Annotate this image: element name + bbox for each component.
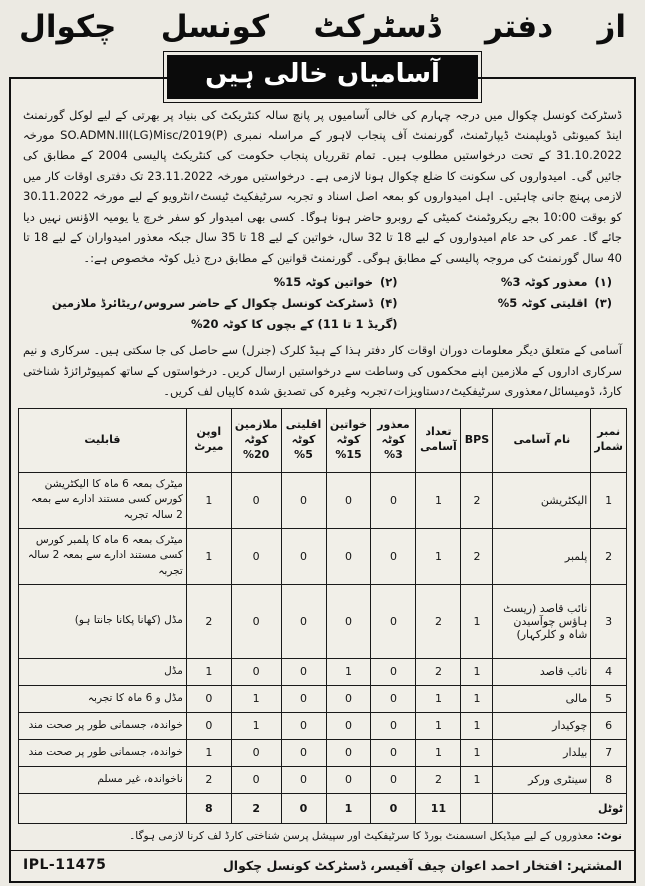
advertiser-signature: المشتہر: افتخار احمد اعوان چیف آفیسر، ڈسٹرکٹ کونسل چکوال xyxy=(222,857,622,873)
cell-employees: 1 xyxy=(231,712,281,739)
quota-item xyxy=(27,272,398,293)
cell-post: نائب قاصد xyxy=(493,658,591,685)
column-header-minority: اقلیتی کوٹہ 5% xyxy=(281,408,326,472)
cell-sr: 2 xyxy=(591,528,627,584)
cell-bps: 1 xyxy=(461,685,493,712)
column-header-disabled: معذور کوٹہ 3% xyxy=(371,408,416,472)
cell-women: 0 xyxy=(326,528,371,584)
cell-total: 1 xyxy=(416,712,461,739)
cell-minority: 0 xyxy=(281,658,326,685)
cell-total: 1 xyxy=(416,685,461,712)
cell-total: 1 xyxy=(416,472,461,528)
note-label: نوٹ: xyxy=(596,829,622,842)
cell-employees: 0 xyxy=(231,472,281,528)
total-cell-total: 11 xyxy=(416,793,461,823)
vacancy-row xyxy=(19,712,627,739)
cell-bps: 2 xyxy=(461,472,493,528)
cell-bps: 1 xyxy=(461,739,493,766)
vacancy-row xyxy=(19,658,627,685)
vacancy-row xyxy=(19,739,627,766)
vacancies-banner: آسامیاں خالی ہیں xyxy=(167,55,478,99)
cell-sr: 6 xyxy=(591,712,627,739)
cell-total: 2 xyxy=(416,658,461,685)
cell-employees: 0 xyxy=(231,739,281,766)
cell-post: بیلدار xyxy=(493,739,591,766)
cell-post: الیکٹریشن xyxy=(493,472,591,528)
cell-sr: 8 xyxy=(591,766,627,793)
cell-open: 1 xyxy=(186,658,231,685)
cell-minority: 0 xyxy=(281,584,326,658)
cell-post: چوکیدار xyxy=(493,712,591,739)
cell-women: 0 xyxy=(326,739,371,766)
cell-post: نائب قاصد (ریسٹ ہاؤس چوآسیدن شاہ و کلرکہار) xyxy=(493,584,591,658)
quota-item xyxy=(404,293,612,334)
cell-women: 0 xyxy=(326,766,371,793)
total-cell-women: 1 xyxy=(326,793,371,823)
vacancy-row xyxy=(19,584,627,658)
cell-minority: 0 xyxy=(281,739,326,766)
total-cell-employees: 2 xyxy=(231,793,281,823)
total-cell-disabled: 0 xyxy=(371,793,416,823)
column-header-open: اوپن میرٹ xyxy=(186,408,231,472)
cell-total: 2 xyxy=(416,766,461,793)
note-text xyxy=(23,828,622,845)
quota-label: اقلیتی کوٹہ 5% xyxy=(497,295,588,310)
quota-label: خواتین کوٹہ 15% xyxy=(273,275,373,290)
cell-bps: 1 xyxy=(461,658,493,685)
cell-disabled: 0 xyxy=(371,712,416,739)
cell-minority: 0 xyxy=(281,472,326,528)
cell-employees: 1 xyxy=(231,685,281,712)
total-cell-open: 8 xyxy=(186,793,231,823)
cell-minority: 0 xyxy=(281,528,326,584)
cell-sr: 5 xyxy=(591,685,627,712)
quota-label: ڈسٹرکٹ کونسل چکوال کے حاضر سروس؍ریٹائرڈ ملازمین (گریڈ 1 تا 11) کے بچوں کا کوٹہ 20% xyxy=(51,295,398,331)
column-header-sr: نمبر شمار xyxy=(591,408,627,472)
cell-women: 0 xyxy=(326,584,371,658)
column-header-post: نام آسامی xyxy=(493,408,591,472)
note-body: معذوروں کے لیے میڈیکل اسسمنٹ بورڈ کا سرٹیفکیٹ اور سپیشل پرسن شناختی کارڈ لف کرنا لازمی ہوگا۔ xyxy=(129,829,594,842)
column-header-women: خواتین کوٹہ 15% xyxy=(326,408,371,472)
footer-row xyxy=(11,850,634,875)
cell-disabled: 0 xyxy=(371,739,416,766)
intro-paragraph: ڈسٹرکٹ کونسل چکوال میں درجہ چہارم کی خالی آسامیوں پر پانچ سالہ کنٹریکٹ کی بنیاد پر بھرتی کے لیے لوکل گورنمنٹ اینڈ کمیونٹی ڈویلپمنٹ ڈیپارٹمنٹ، گورنمنٹ آف پنجاب لاہور کے مراسلہ نمبری SO.ADMN.III(LG)Misc/2019(P) مورخہ 31.10.2022 کے تحت درخواستیں مطلوب ہیں۔ تمام تقرریاں پنجاب حکومت کی کنٹریکٹ پالیسی 2004 کے مطابق کی جائیں گی۔ امیدواروں کی سکونت کا ضلع چکوال ہونا لازمی ہے۔ درخواستیں مورخہ 23.11.2022 تک دفتری اوقات کار میں لازمی پہنچ جانی چاہئیں۔ اہل امیدواروں کو بمعہ اصل اسناد و تجربہ سرٹیفکیٹ ٹیسٹ؍انٹرویو کے لیے مورخہ 30.11.2022 کو بوقت 10:00 بجے ریکروٹمنٹ کمیٹی کے روبرو حاضر ہونا ہوگا۔ کسی بھی امیدوار کو سفر خرچ یا یومیہ الاؤنس نہیں دیا جائے گا۔ عمر کی حد عام امیدواروں کے لیے 18 تا 32 سال، خواتین کے لیے 18 تا 35 سال جبکہ معذور امیدواران کے لیے 18 تا 40 سال گورنمنٹ کی مروجہ پالیسی کے مطابق ہوگی۔ گورنمنٹ قوانین کے مطابق درج ذیل کوٹہ مخصوص ہے:۔ xyxy=(23,107,623,265)
cell-open: 2 xyxy=(186,584,231,658)
cell-open: 1 xyxy=(186,739,231,766)
masthead-title: از دفتر ڈسٹرکٹ کونسل چکوال xyxy=(19,9,626,45)
cell-bps: 2 xyxy=(461,528,493,584)
vacancy-row xyxy=(19,528,627,584)
ad-frame xyxy=(9,58,636,883)
cell-bps: 1 xyxy=(461,766,493,793)
vacancy-row xyxy=(19,472,627,528)
cell-employees: 0 xyxy=(231,584,281,658)
column-header-total: تعداد آسامی xyxy=(416,408,461,472)
cell-women: 0 xyxy=(326,685,371,712)
cell-qual: مڈل (کھانا پکانا جانتا ہو) xyxy=(19,584,187,658)
cell-disabled: 0 xyxy=(371,685,416,712)
cell-sr: 3 xyxy=(591,584,627,658)
cell-employees: 0 xyxy=(231,766,281,793)
cell-employees: 0 xyxy=(231,528,281,584)
cell-open: 1 xyxy=(186,472,231,528)
cell-qual: مڈل xyxy=(19,658,187,685)
total-cell-minority: 0 xyxy=(281,793,326,823)
cell-qual: میٹرک بمعہ 6 ماہ کا الیکٹریشن کورس کسی مستند ادارے سے بمعہ 2 سالہ تجربہ xyxy=(19,472,187,528)
cell-open: 0 xyxy=(186,685,231,712)
vacancy-row xyxy=(19,685,627,712)
cell-qual: مڈل و 6 ماہ کا تجربہ xyxy=(19,685,187,712)
cell-qual: خواندہ، جسمانی طور پر صحت مند xyxy=(19,712,187,739)
ipl-number: IPL-11475 xyxy=(23,856,107,873)
quota-label: معذور کوٹہ 3% xyxy=(500,275,588,290)
cell-open: 0 xyxy=(186,712,231,739)
cell-open: 1 xyxy=(186,528,231,584)
total-row xyxy=(19,793,627,823)
cell-minority: 0 xyxy=(281,766,326,793)
cell-qual: ناخواندہ، غیر مسلم xyxy=(19,766,187,793)
cell-sr: 1 xyxy=(591,472,627,528)
cell-post: پلمبر xyxy=(493,528,591,584)
quota-item xyxy=(27,293,398,334)
cell-total: 2 xyxy=(416,584,461,658)
vacancy-row xyxy=(19,766,627,793)
cell-women: 0 xyxy=(326,472,371,528)
cell-minority: 0 xyxy=(281,685,326,712)
quota-number: (۲) xyxy=(380,275,398,290)
column-header-bps: BPS xyxy=(461,408,493,472)
cell-women: 0 xyxy=(326,712,371,739)
vacancy-table xyxy=(18,408,627,824)
info-paragraph: آسامی کے متعلق دیگر معلومات دوران اوقات کار دفتر ہذا کے ہیڈ کلرک (جنرل) سے حاصل کی جا سکتی ہیں۔ سرکاری و نیم سرکاری اداروں کے ملازمین اپنے محکموں کی وساطت سے درخواستیں ارسال کریں۔ درخواستوں کے ساتھ کمپیوٹرائزڈ شناختی کارڈ، ڈومیسائل؍معذوری سرٹیفکیٹ؍دستاویزات؍تجربہ وغیرہ کی تصدیق شدہ کاپیاں لف کریں۔ xyxy=(23,343,622,399)
cell-disabled: 0 xyxy=(371,766,416,793)
total-label: ٹوٹل xyxy=(493,793,627,823)
cell-sr: 4 xyxy=(591,658,627,685)
cell-disabled: 0 xyxy=(371,584,416,658)
cell-disabled: 0 xyxy=(371,528,416,584)
quota-number: (۴) xyxy=(380,295,398,310)
vacancy-table-header xyxy=(19,408,627,472)
cell-qual: خواندہ، جسمانی طور پر صحت مند xyxy=(19,739,187,766)
quota-list xyxy=(33,272,612,334)
cell-total: 1 xyxy=(416,528,461,584)
cell-open: 2 xyxy=(186,766,231,793)
cell-sr: 7 xyxy=(591,739,627,766)
cell-total: 1 xyxy=(416,739,461,766)
cell-disabled: 0 xyxy=(371,472,416,528)
quota-number: (۳) xyxy=(594,295,612,310)
quota-item xyxy=(404,272,612,293)
cell-post: مالی xyxy=(493,685,591,712)
cell-post: سینٹری ورکر xyxy=(493,766,591,793)
cell-bps: 1 xyxy=(461,584,493,658)
cell-disabled: 0 xyxy=(371,658,416,685)
total-cell-bps xyxy=(461,793,493,823)
total-cell-qual xyxy=(19,793,187,823)
cell-bps: 1 xyxy=(461,712,493,739)
cell-minority: 0 xyxy=(281,712,326,739)
column-header-employees: ملازمین کوٹہ 20% xyxy=(231,408,281,472)
column-header-qual: قابلیت xyxy=(19,408,187,472)
cell-women: 1 xyxy=(326,658,371,685)
cell-qual: میٹرک بمعہ 6 ماہ کا پلمبر کورس کسی مستند ادارے سے بمعہ 2 سالہ تجربہ xyxy=(19,528,187,584)
quota-number: (۱) xyxy=(594,275,612,290)
cell-employees: 0 xyxy=(231,658,281,685)
